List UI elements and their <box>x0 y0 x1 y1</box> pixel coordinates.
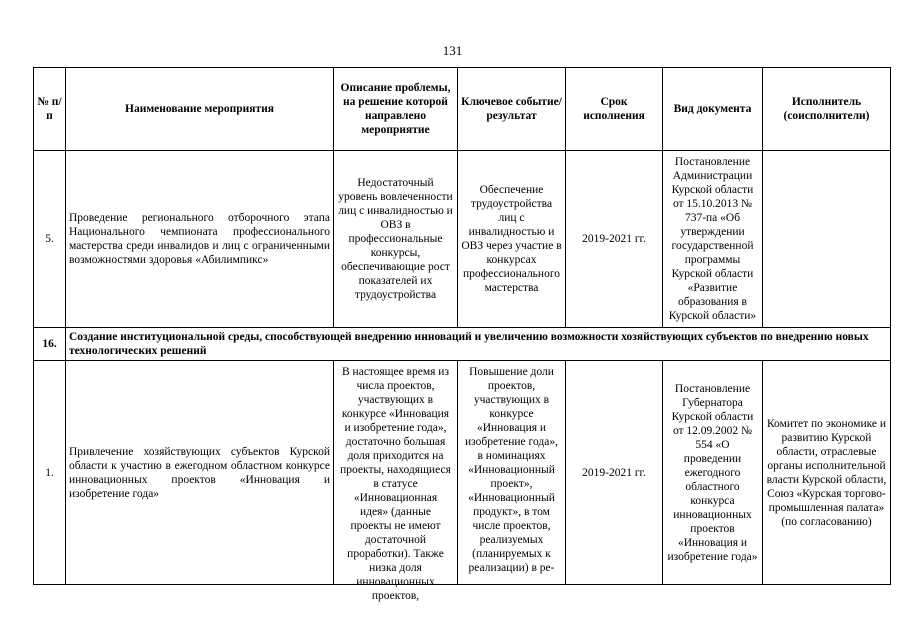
row-event: Обеспечение трудоустройства лиц с инвалидностью и ОВЗ через участие в конкурсах профессионального мастерства <box>458 151 566 328</box>
table-header-row <box>34 68 891 151</box>
row-term: 2019-2021 гг. <box>566 361 663 585</box>
section-row <box>34 328 891 361</box>
table-row <box>34 361 891 585</box>
row-num: 1. <box>34 361 66 585</box>
row-name: Проведение регионального отборочного этапа Национального чемпионата профессионального мастерства среди инвалидов и лиц с ограниченными возможностями здоровья «Абилимпикс» <box>66 151 334 328</box>
row-name: Привлечение хозяйствующих субъектов Курской области к участию в ежегодном областном конкурсе инновационных проектов «Инновация и изобретение года» <box>66 361 334 585</box>
header-num: № п/п <box>34 68 66 151</box>
header-term: Срок исполнения <box>566 68 663 151</box>
section-num: 16. <box>34 328 66 361</box>
row-problem: В настоящее время из числа проектов, участвующих в конкурсе «Инновация и изобретение года», достаточно большая доля приходится на проекты, находящиеся в статусе «Инновационная идея» (данные проекты не имеют достаточной проработки). Также низка доля инновационных проектов, <box>340 366 451 602</box>
header-event: Ключевое событие/ результат <box>458 68 566 151</box>
header-doc: Вид документа <box>663 68 763 151</box>
row-problem: Недостаточный уровень вовлеченности лиц с инвалидностью и ОВЗ в профессиональные конкурсы, обеспечивающие рост показателей их трудоустройства <box>334 151 458 328</box>
activities-table <box>33 67 891 602</box>
row-executor <box>763 151 891 328</box>
header-name: Наименование мероприятия <box>66 68 334 151</box>
row-problem-cell <box>334 361 458 602</box>
row-term: 2019-2021 гг. <box>566 151 663 328</box>
row-num: 5. <box>34 151 66 328</box>
table-row <box>34 151 891 328</box>
page-number: 131 <box>442 43 463 58</box>
row-executor: Комитет по экономике и развитию Курской области, отраслевые органы исполнительной власти Курской области, Союз «Курская торгово-промышленная палата» (по согласованию) <box>763 361 891 585</box>
row-doc: Постановление Губернатора Курской области от 12.09.2002 № 554 «О проведении ежегодного областного конкурса инновационных проектов «Инновация и изобретение года» <box>663 361 763 585</box>
row-event-cell <box>458 361 566 585</box>
row-event: Повышение доли проектов, участвующих в конкурсе «Инновация и изобретение года», в номинациях «Инновационный проект», «Инновационный продукт», в том числе проектов, реализуемых (планируемых к реализации) в ре- <box>465 366 558 574</box>
section-title: Создание институциональной среды, способствующей внедрению инноваций и увеличению возможности хозяйствующих субъектов по внедрению новых технологических решений <box>66 328 891 361</box>
header-executor: Исполнитель (соисполнители) <box>763 68 891 151</box>
header-problem: Описание проблемы, на решение которой направлено мероприятие <box>334 68 458 151</box>
row-doc: Постановление Администрации Курской области от 15.10.2013 № 737-па «Об утверждении государственной программы Курской области «Развитие образования в Курской области» <box>663 151 763 328</box>
